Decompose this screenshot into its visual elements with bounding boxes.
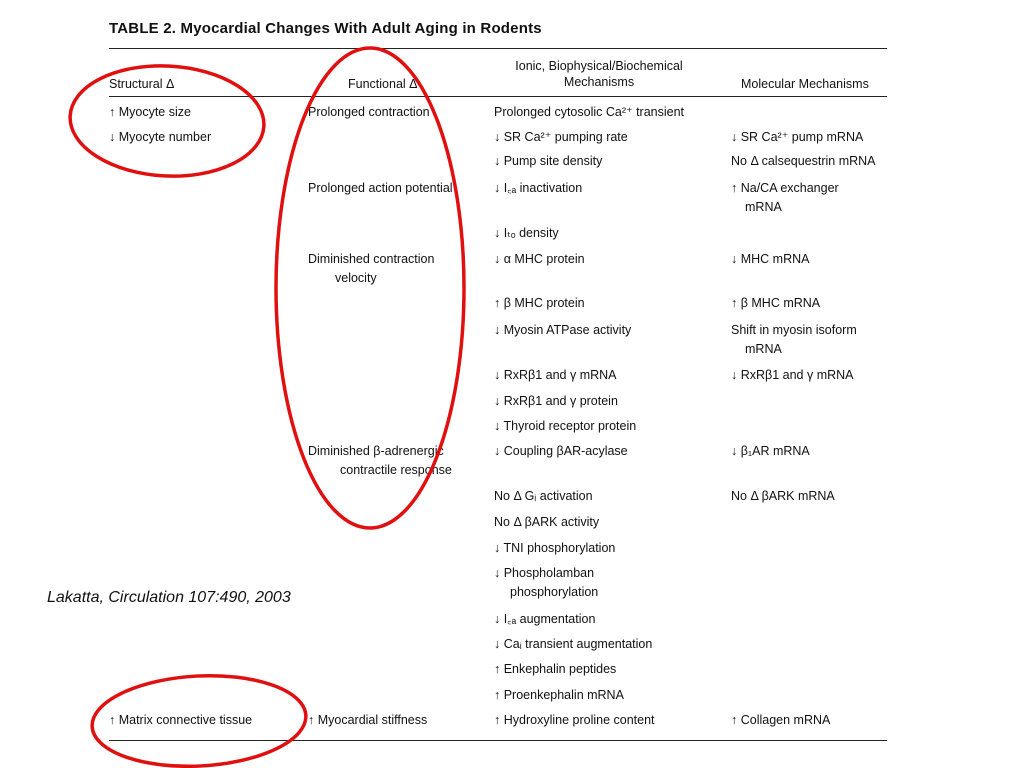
header-ionic-line1: Ionic, Biophysical/Biochemical: [515, 59, 683, 73]
table-cell: No Δ calsequestrin mRNA: [731, 154, 876, 168]
table-cell: Prolonged contraction: [308, 105, 430, 119]
table-cell: ↓ RxRβ1 and γ mRNA: [731, 368, 854, 382]
table-cell: ↓ RxRβ1 and γ protein: [494, 394, 618, 408]
header-rule: [109, 96, 887, 97]
table-cell: Diminished contraction: [308, 252, 435, 266]
table-cell: ↓ Myosin ATPase activity: [494, 323, 632, 337]
table-cell: ↓ Myocyte number: [109, 130, 212, 144]
table-cell: Prolonged action potential: [308, 181, 453, 195]
table-cell: Diminished β-adrenergic: [308, 444, 444, 458]
table-cell: ↑ Enkephalin peptides: [494, 662, 617, 676]
table-cell: ↑ Collagen mRNA: [731, 713, 831, 727]
table-cell: ↑ Matrix connective tissue: [109, 713, 253, 727]
table-cell: ↓ Coupling βAR-acylase: [494, 444, 628, 458]
table-cell: No Δ Gᵢ activation: [494, 489, 593, 503]
top-rule: [109, 48, 887, 49]
table-title: TABLE 2. Myocardial Changes With Adult Aging in Rodents: [109, 20, 542, 37]
bottom-rule: [109, 740, 887, 741]
table-cell: ↓ SR Ca²⁺ pumping rate: [494, 130, 628, 144]
table-cell: mRNA: [745, 342, 782, 356]
table-cell: ↓ Pump site density: [494, 154, 603, 168]
table-cell: ↑ β MHC protein: [494, 296, 585, 310]
table-cell: ↓ Iₜₒ density: [494, 226, 559, 240]
table-cell: ↓ β₁AR mRNA: [731, 444, 810, 458]
table-cell: phosphorylation: [510, 585, 599, 599]
table-cell: ↑ Myocyte size: [109, 105, 191, 119]
table-cell: mRNA: [745, 200, 782, 214]
table-cell: No Δ βARK mRNA: [731, 489, 835, 503]
table-cell: Shift in myosin isoform: [731, 323, 857, 337]
table-cell: ↓ I꜀ₐ augmentation: [494, 612, 596, 626]
header-ionic: [509, 58, 689, 90]
table-cell: ↓ α MHC protein: [494, 252, 585, 266]
table-cell: ↓ SR Ca²⁺ pump mRNA: [731, 130, 864, 144]
table-cell: ↓ MHC mRNA: [731, 252, 810, 266]
table-cell: Prolonged cytosolic Ca²⁺ transient: [494, 105, 685, 119]
header-ionic-line2: Mechanisms: [563, 75, 635, 89]
table-cell: ↓ TNI phosphorylation: [494, 541, 616, 555]
table-cell: ↓ I꜀ₐ inactivation: [494, 181, 583, 195]
table-cell: contractile response: [340, 463, 452, 477]
header-molecular: Molecular Mechanisms: [741, 77, 869, 91]
table-cell: ↑ Myocardial stiffness: [308, 713, 428, 727]
table-cell: ↑ Proenkephalin mRNA: [494, 688, 624, 702]
header-structural: Structural Δ: [109, 77, 175, 91]
table-cell: No Δ βARK activity: [494, 515, 600, 529]
table-cell: ↑ Na/CA exchanger: [731, 181, 839, 195]
table-cell: ↓ RxRβ1 and γ mRNA: [494, 368, 617, 382]
header-functional: Functional Δ: [348, 77, 418, 91]
table-cell: ↑ Hydroxyline proline content: [494, 713, 655, 727]
table-cell: ↓ Caᵢ transient augmentation: [494, 637, 653, 651]
table-cell: ↓ Phospholamban: [494, 566, 595, 580]
table-cell: ↓ Thyroid receptor protein: [494, 419, 637, 433]
citation: Lakatta, Circulation 107:490, 2003: [47, 589, 291, 606]
table-cell: ↑ β MHC mRNA: [731, 296, 821, 310]
table-cell: velocity: [335, 271, 377, 285]
